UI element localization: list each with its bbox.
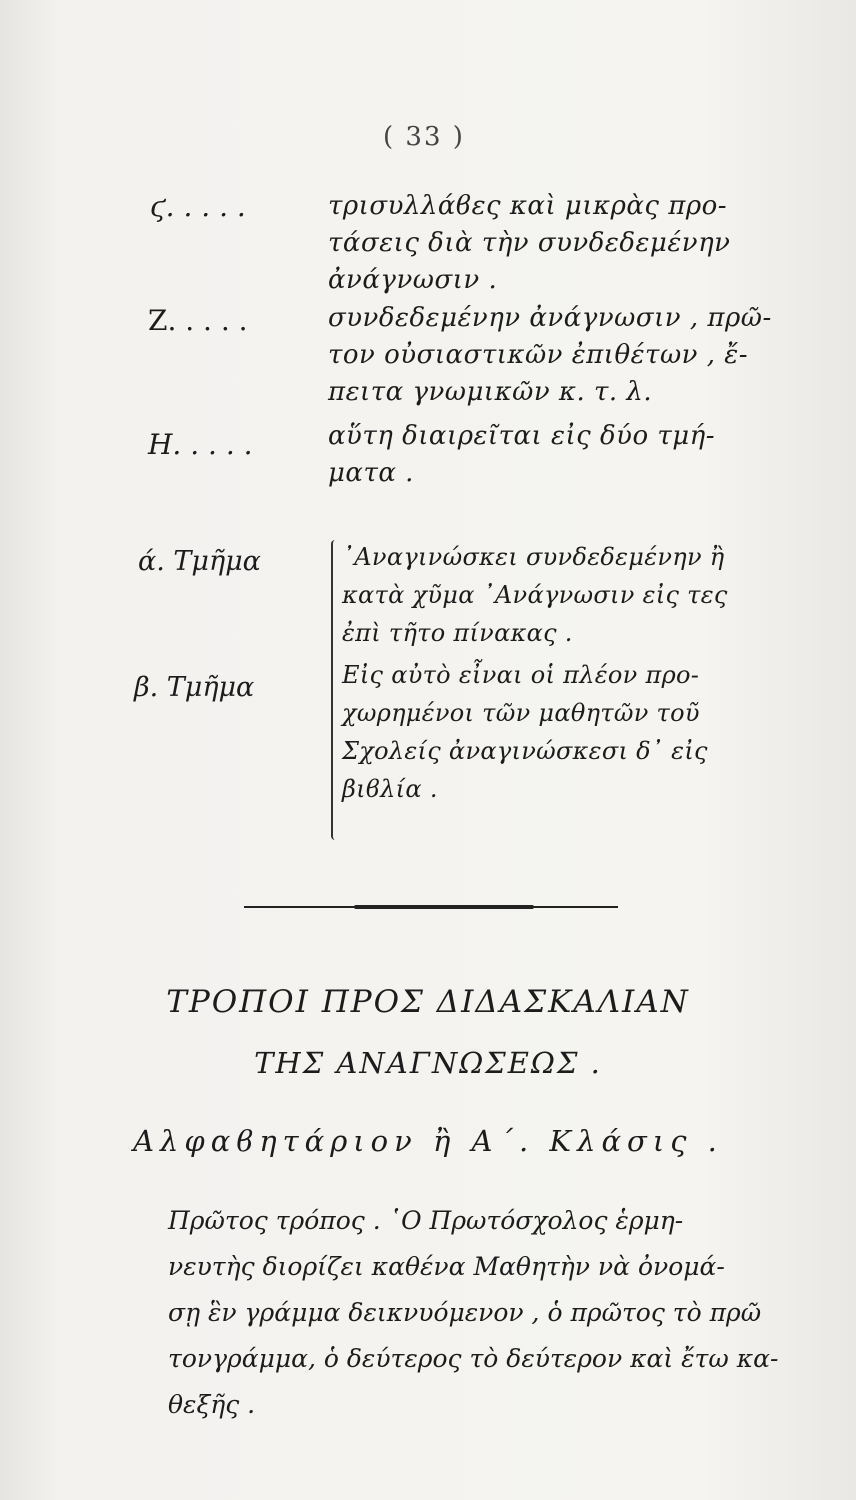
entry-key-h: Η. . . . . [148,428,253,461]
section-line: ᾿Αναγινώσκει συνδεδεμένην ἢ [342,543,725,571]
entry-line: τάσεις διὰ τὴν συνδεδεμένην [328,228,731,258]
section-label-b: β. Τμῆμα [134,672,255,703]
section-brace [331,540,341,840]
chapter-subtitle: ΤΗΣ ΑΝΑΓΝΩΣΕΩΣ . [254,1046,602,1080]
entry-key-z: Ζ. . . . . [148,304,248,337]
entry-line: ματα . [328,458,414,488]
section-text-b [342,656,708,808]
paragraph-line: Πρῶτος τρόπος . ῾Ο Πρωτόσχολος ἑρμη- [168,1206,684,1235]
body-paragraph [168,1198,808,1428]
entry-line: τρισυλλάϐες καὶ μικρὰς προ- [328,191,728,221]
entry-line: συνδεδεμένην ἀνάγνωσιν , πρῶ- [328,303,772,333]
entry-line: πειτα γνωμικῶν κ. τ. λ. [328,377,653,407]
entry-definition-h [328,418,715,492]
paragraph-line: σῃ ἓν γράμμα δεικνυόμενον , ὁ πρῶτος τὸ πρῶ [168,1298,762,1327]
section-line: Σχολείς ἀναγινώσκεσι δ᾽ εἰς [342,737,708,765]
section-line: Εἰς αὐτὸ εἶναι οἱ πλέον προ- [342,661,700,689]
class-title: Αλφαϐητάριον ἢ Α΄. Κλάσις . [133,1124,723,1158]
entry-line: ἀνάγνωσιν . [328,265,498,295]
section-text-a [342,538,728,652]
entry-line: αὕτη διαιρεῖται εἰς δύο τμή- [328,421,716,451]
paragraph-line: τονγράμμα, ὁ δεύτερος τὸ δεύτερον καὶ ἔτω κα- [168,1344,779,1373]
entry-key-6: ϛ. . . . . [150,190,246,223]
entry-line: τον οὐσιαστικῶν ἐπιθέτων , ἔ- [328,340,748,370]
section-line: ἐπὶ τῆτο πίνακας . [342,619,573,647]
chapter-title: ΤΡΟΠΟΙ ΠΡΟΣ ΔΙΔΑΣΚΑΛΙΑΝ [166,984,690,1020]
section-line: κατὰ χῦμα ᾿Ανάγνωσιν εἰς τες [342,581,728,609]
section-line: βιϐλία . [342,775,438,803]
page-number: ( 33 ) [383,122,465,152]
paragraph-line: θεξῆς . [168,1390,256,1419]
divider-rule [244,906,618,908]
section-label-a: ά. Τμῆμα [138,546,261,577]
section-line: χωρημένοι τῶν μαθητῶν τοῦ [342,699,700,727]
entry-definition-z [328,300,772,411]
paragraph-line: νευτὴς διορίζει καθένα Μαθητὴν νὰ ὀνομά- [168,1252,725,1281]
entry-definition-6 [328,188,730,299]
